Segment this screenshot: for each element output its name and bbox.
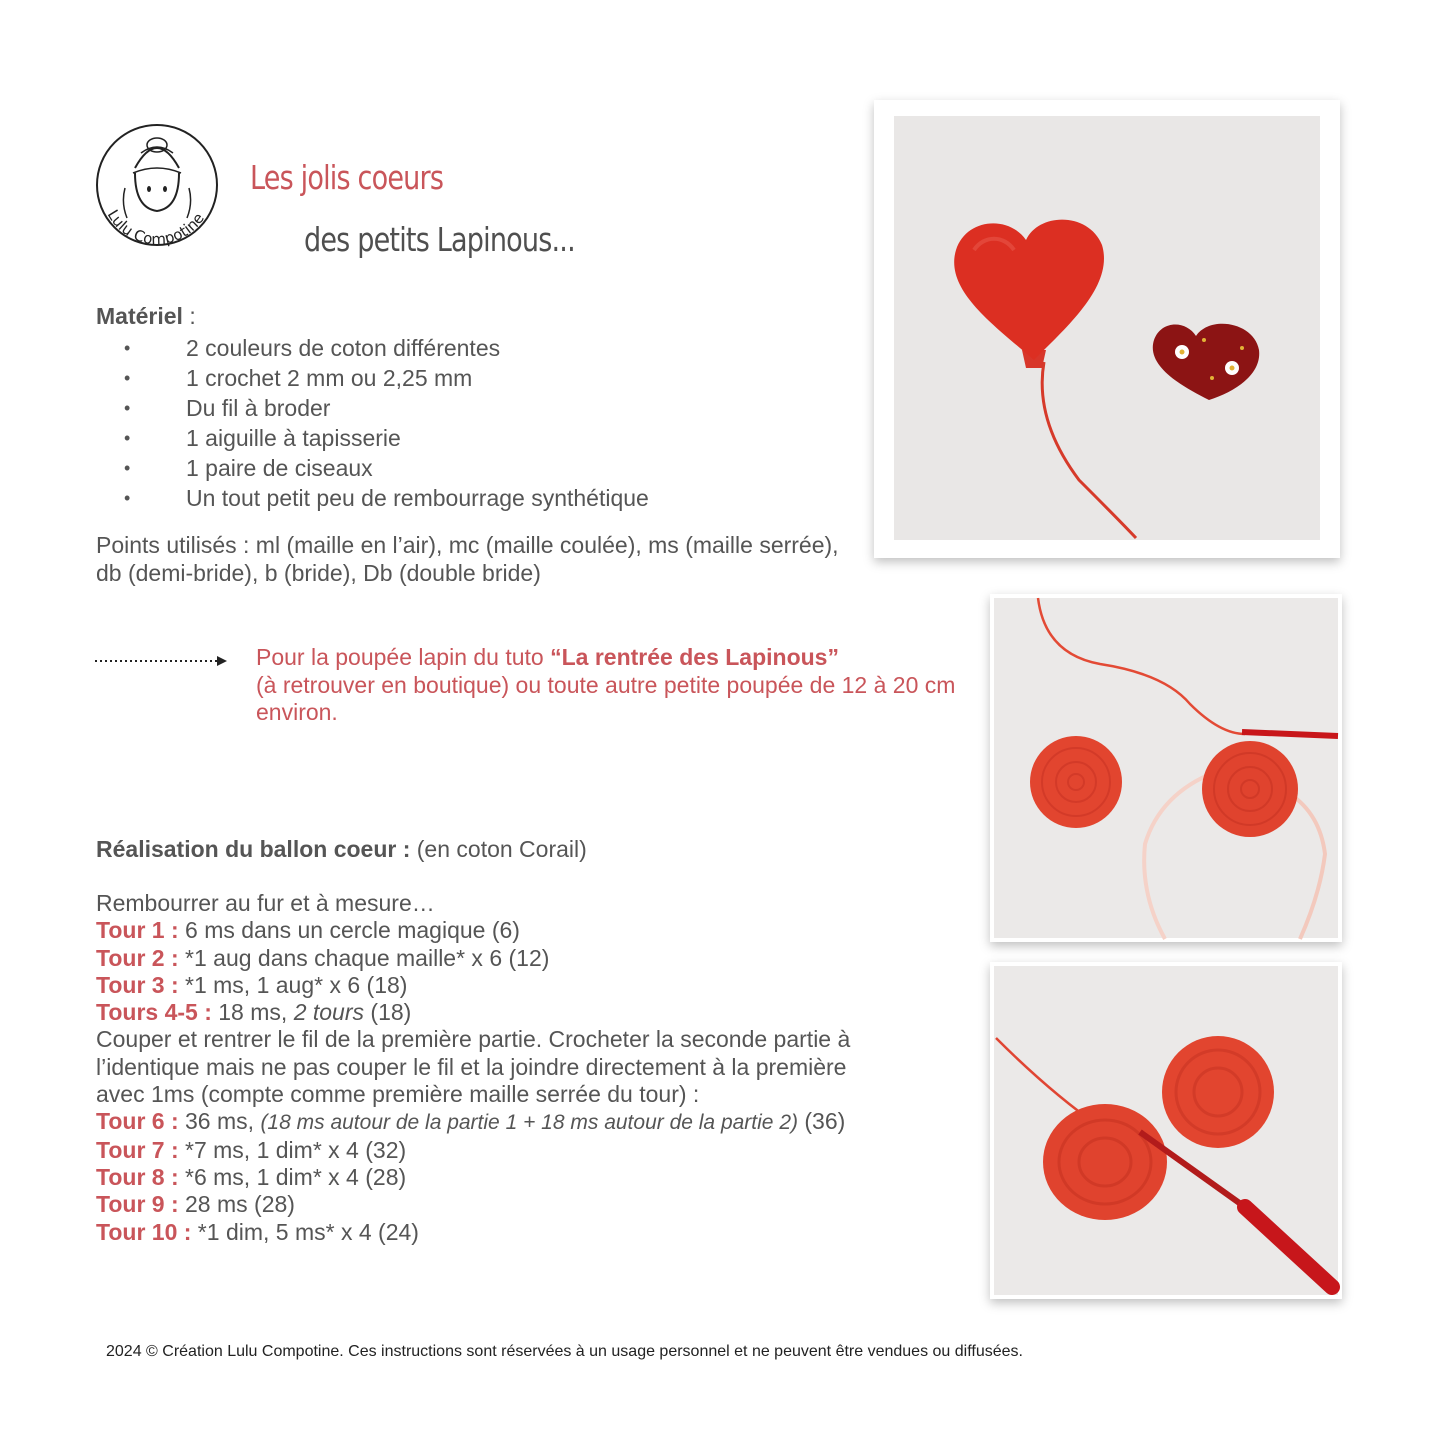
lulu-compotine-logo (95, 123, 220, 248)
step-row: Tour 9 : 28 ms (28) (96, 1191, 295, 1218)
list-item: • 2 couleurs de coton différentes (124, 335, 501, 361)
materiel-list (96, 333, 649, 513)
step-paragraph: Couper et rentrer le fil de la première partie. Crocheter la seconde partie à (96, 1026, 851, 1053)
photo-heart-balloon (874, 100, 1340, 558)
step-row: Tour 1 : 6 ms dans un cercle magique (6) (96, 917, 520, 944)
title-line-1: Les jolis coeurs (250, 158, 444, 197)
list-item: • Un tout petit peu de rembourrage synthétique (124, 485, 649, 511)
list-item: • 1 crochet 2 mm ou 2,25 mm (124, 365, 473, 391)
list-item: • Du fil à broder (124, 395, 331, 421)
step-row: Tours 4-5 : 18 ms, 2 tours (18) (96, 999, 412, 1026)
step-row: Tour 8 : *6 ms, 1 dim* x 4 (28) (96, 1163, 407, 1190)
step-paragraph: avec 1ms (compte comme première maille serrée du tour) : (96, 1081, 700, 1108)
step-row: Tour 3 : *1 ms, 1 aug* x 6 (18) (96, 971, 408, 998)
step-row: Tour 7 : *7 ms, 1 dim* x 4 (32) (96, 1136, 407, 1163)
points-utilises: Points utilisés : ml (maille en l’air), mc (maille coulée), ms (maille serrée), db (demi-bride), b (bride), Db (double bride) (96, 532, 839, 586)
logo-text: Lulu Compotine (103, 206, 208, 248)
photo-crochet-circles (990, 594, 1342, 942)
list-item: • 1 paire de ciseaux (124, 455, 373, 481)
step-row: Tour 6 : 36 ms, (18 ms autour de la partie 1 + 18 ms autour de la partie 2) (36) (96, 1108, 846, 1135)
copyright-footer: 2024 © Création Lulu Compotine. Ces instructions sont réservées à un usage personnel et ne peuvent être vendues ou diffusées. (106, 1343, 1023, 1360)
step-row: Tour 2 : *1 aug dans chaque maille* x 6 (12) (96, 944, 550, 971)
step-paragraph: l’identique mais ne pas couper le fil et la joindre directement à la première (96, 1053, 847, 1080)
note-text: Pour la poupée lapin du tuto “La rentrée des Lapinous” (à retrouver en boutique) ou toute autre petite poupée de 12 à 20 cm environ. (256, 644, 956, 725)
dotted-arrow-icon (95, 654, 230, 668)
realisation-heading: Réalisation du ballon coeur : (en coton Corail) (96, 836, 587, 862)
steps-intro: Rembourrer au fur et à mesure… (96, 890, 435, 916)
title-line-2: des petits Lapinous... (304, 220, 575, 259)
materiel-heading: Matériel : (96, 303, 196, 329)
step-row: Tour 10 : *1 dim, 5 ms* x 4 (24) (96, 1218, 419, 1245)
photo-joined-halves (990, 962, 1342, 1299)
steps-list (96, 890, 936, 1246)
svg-text:Lulu Compotine (104, 207, 208, 248)
list-item: • 1 aiguille à tapisserie (124, 425, 401, 451)
